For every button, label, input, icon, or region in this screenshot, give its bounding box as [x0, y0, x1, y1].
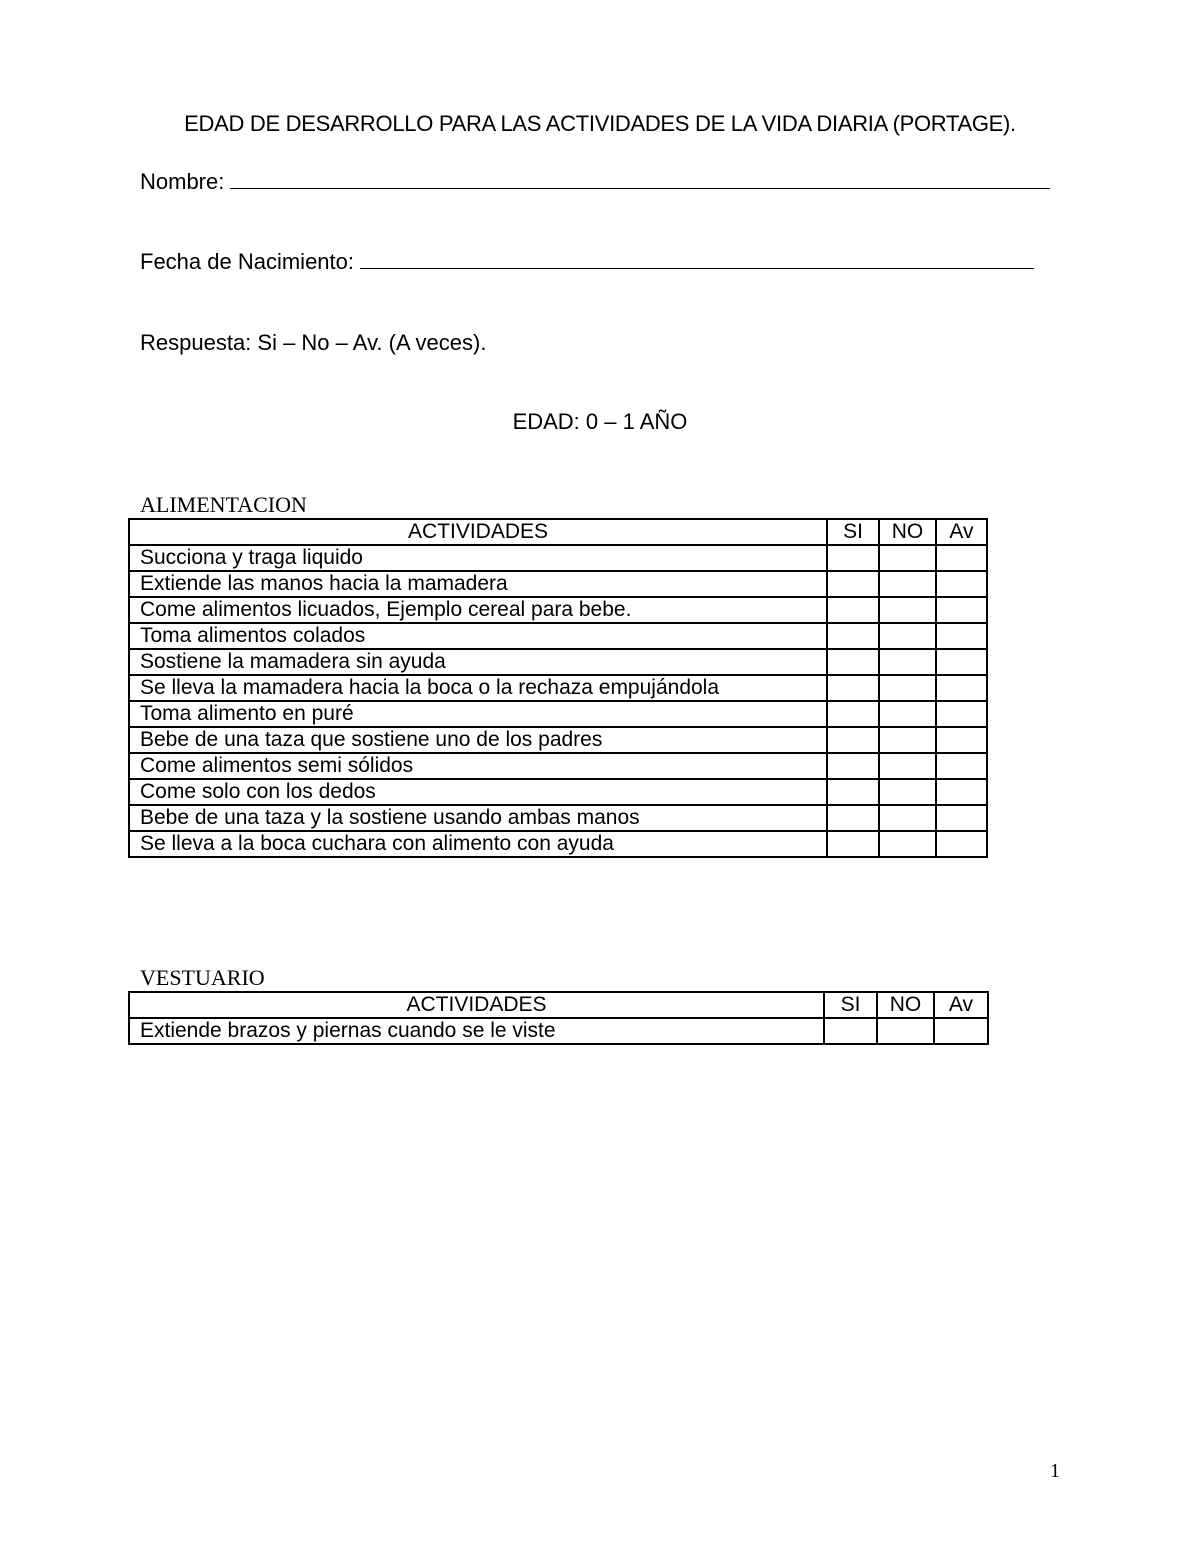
- activity-label: Extiende las manos hacia la mamadera: [129, 571, 827, 597]
- header-no: NO: [877, 992, 934, 1018]
- nombre-label: Nombre:: [140, 169, 225, 194]
- av-cell[interactable]: [936, 571, 987, 597]
- section-label-vestuario: VESTUARIO: [140, 965, 265, 990]
- fecha-nacimiento-label: Fecha de Nacimiento:: [140, 249, 354, 274]
- activity-label: Se lleva a la boca cuchara con alimento con ayuda: [129, 831, 827, 857]
- table-row: [129, 805, 987, 831]
- table-row: [129, 753, 987, 779]
- table-row: [129, 571, 987, 597]
- no-cell[interactable]: [879, 779, 936, 805]
- no-cell[interactable]: [879, 753, 936, 779]
- header-no: NO: [879, 519, 936, 545]
- si-cell[interactable]: [827, 779, 879, 805]
- si-cell[interactable]: [827, 545, 879, 571]
- si-cell[interactable]: [827, 753, 879, 779]
- av-cell[interactable]: [934, 1018, 988, 1044]
- no-cell[interactable]: [877, 1018, 934, 1044]
- document-title: EDAD DE DESARROLLO PARA LAS ACTIVIDADES DE LA VIDA DIARIA (PORTAGE).: [184, 111, 1016, 136]
- av-cell[interactable]: [936, 831, 987, 857]
- si-cell[interactable]: [827, 623, 879, 649]
- table-row: [129, 649, 987, 675]
- no-cell[interactable]: [879, 675, 936, 701]
- si-cell[interactable]: [827, 649, 879, 675]
- vestuario-table: [128, 991, 989, 1045]
- av-cell[interactable]: [936, 649, 987, 675]
- header-si: SI: [824, 992, 877, 1018]
- si-cell[interactable]: [827, 805, 879, 831]
- av-cell[interactable]: [936, 701, 987, 727]
- table-header-row: [129, 519, 987, 545]
- no-cell[interactable]: [879, 727, 936, 753]
- header-si: SI: [827, 519, 879, 545]
- table-header-row: [129, 992, 988, 1018]
- av-cell[interactable]: [936, 805, 987, 831]
- activity-label: Bebe de una taza que sostiene uno de los padres: [129, 727, 827, 753]
- section-label-alimentacion: ALIMENTACION: [140, 492, 307, 517]
- header-av: Av: [934, 992, 988, 1018]
- nombre-blank-line[interactable]: [230, 168, 1050, 189]
- fecha-nacimiento-blank-line[interactable]: [360, 248, 1034, 269]
- si-cell[interactable]: [824, 1018, 877, 1044]
- activity-label: Extiende brazos y piernas cuando se le viste: [129, 1018, 824, 1044]
- av-cell[interactable]: [936, 779, 987, 805]
- table-row: [129, 779, 987, 805]
- activity-label: Come solo con los dedos: [129, 779, 827, 805]
- activity-label: Bebe de una taza y la sostiene usando ambas manos: [129, 805, 827, 831]
- no-cell[interactable]: [879, 649, 936, 675]
- age-range-title: EDAD: 0 – 1 AÑO: [512, 409, 688, 434]
- si-cell[interactable]: [827, 675, 879, 701]
- activity-label: Toma alimentos colados: [129, 623, 827, 649]
- no-cell[interactable]: [879, 623, 936, 649]
- activity-label: Sostiene la mamadera sin ayuda: [129, 649, 827, 675]
- header-actividades: ACTIVIDADES: [129, 992, 824, 1018]
- activity-label: Toma alimento en puré: [129, 701, 827, 727]
- si-cell[interactable]: [827, 727, 879, 753]
- fecha-nacimiento-field: [140, 248, 1034, 275]
- nombre-field: [140, 168, 1050, 195]
- table-row: [129, 623, 987, 649]
- av-cell[interactable]: [936, 727, 987, 753]
- no-cell[interactable]: [879, 597, 936, 623]
- table-row: [129, 831, 987, 857]
- table-row: [129, 701, 987, 727]
- no-cell[interactable]: [879, 571, 936, 597]
- table-row: [129, 1018, 988, 1044]
- av-cell[interactable]: [936, 753, 987, 779]
- activity-label: Come alimentos semi sólidos: [129, 753, 827, 779]
- table-row: [129, 545, 987, 571]
- table-row: [129, 727, 987, 753]
- activity-label: Se lleva la mamadera hacia la boca o la rechaza empujándola: [129, 675, 827, 701]
- no-cell[interactable]: [879, 701, 936, 727]
- av-cell[interactable]: [936, 545, 987, 571]
- activity-label: Succiona y traga liquido: [129, 545, 827, 571]
- alimentacion-table: [128, 518, 988, 858]
- av-cell[interactable]: [936, 597, 987, 623]
- si-cell[interactable]: [827, 831, 879, 857]
- page-number: 1: [1050, 1460, 1060, 1482]
- av-cell[interactable]: [936, 623, 987, 649]
- si-cell[interactable]: [827, 597, 879, 623]
- si-cell[interactable]: [827, 701, 879, 727]
- av-cell[interactable]: [936, 675, 987, 701]
- header-actividades: ACTIVIDADES: [129, 519, 827, 545]
- no-cell[interactable]: [879, 805, 936, 831]
- si-cell[interactable]: [827, 571, 879, 597]
- header-av: Av: [936, 519, 987, 545]
- table-row: [129, 597, 987, 623]
- table-row: [129, 675, 987, 701]
- respuesta-legend: Respuesta: Si – No – Av. (A veces).: [140, 330, 487, 355]
- activity-label: Come alimentos licuados, Ejemplo cereal para bebe.: [129, 597, 827, 623]
- no-cell[interactable]: [879, 831, 936, 857]
- no-cell[interactable]: [879, 545, 936, 571]
